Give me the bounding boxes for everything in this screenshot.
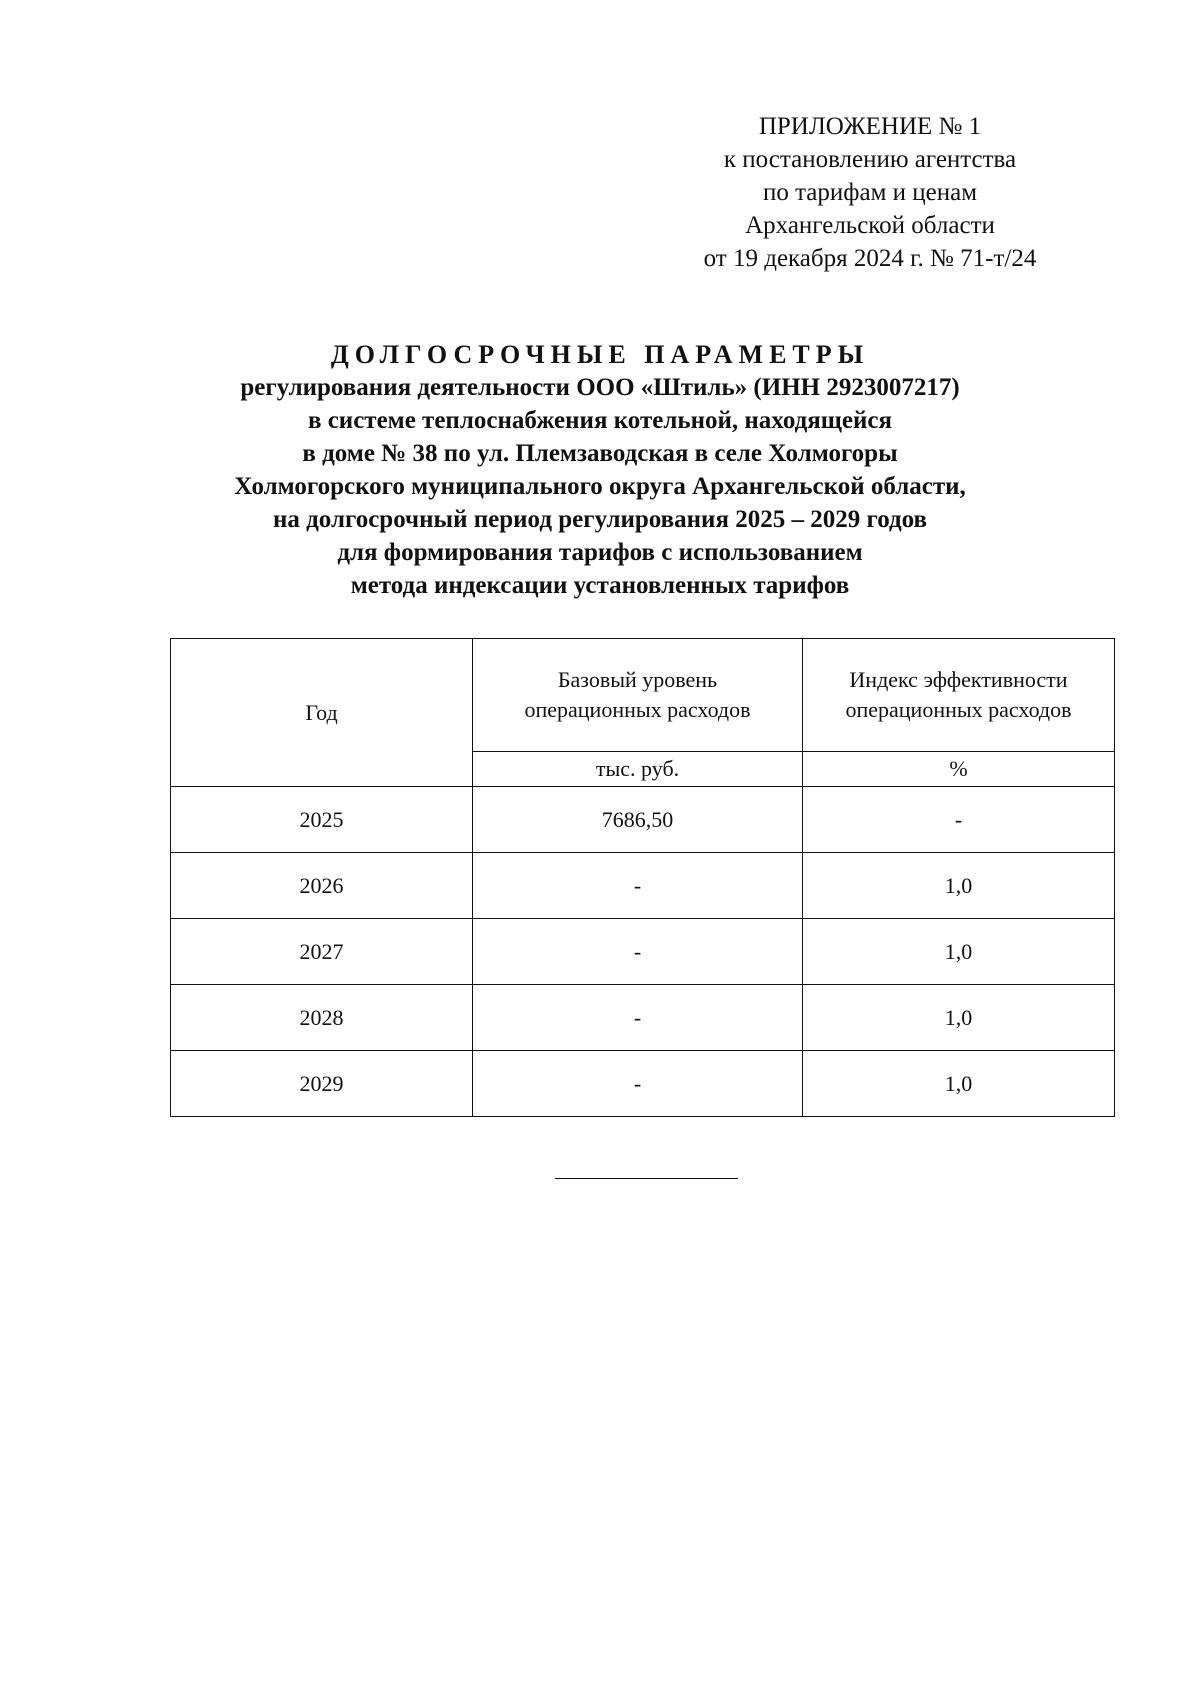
cell-base-level: - bbox=[473, 853, 803, 919]
cell-base-level: - bbox=[473, 1051, 803, 1117]
title-line: регулирования деятельности ООО «Штиль» (ИНН 2923007217) bbox=[240, 374, 960, 401]
cell-base-level: - bbox=[473, 919, 803, 985]
table-row bbox=[171, 1051, 1115, 1117]
title-line: метода индексации установленных тарифов bbox=[350, 572, 850, 599]
cell-year: 2029 bbox=[171, 1051, 473, 1117]
title-line: в доме № 38 по ул. Племзаводская в селе Холмогоры bbox=[302, 440, 898, 467]
unit-base-level: тыс. руб. bbox=[473, 752, 803, 787]
cell-efficiency: 1,0 bbox=[803, 853, 1115, 919]
parameters-table bbox=[170, 638, 1115, 1117]
table-row bbox=[171, 853, 1115, 919]
title-line: в системе теплоснабжения котельной, находящейся bbox=[307, 407, 893, 434]
title-line: для формирования тарифов с использованием bbox=[337, 539, 863, 566]
cell-efficiency: - bbox=[803, 787, 1115, 853]
header-year: Год bbox=[171, 639, 473, 787]
cell-year: 2027 bbox=[171, 919, 473, 985]
header-base-level bbox=[473, 639, 803, 752]
appendix-block bbox=[640, 110, 1100, 275]
appendix-date-line: от 19 декабря 2024 г. № 71-т/24 bbox=[703, 245, 1037, 272]
cell-year: 2025 bbox=[171, 787, 473, 853]
header-base-level-line: Базовый уровень bbox=[557, 667, 718, 692]
header-efficiency-line: Индекс эффективности bbox=[849, 667, 1068, 692]
document-title bbox=[150, 338, 1050, 602]
cell-base-level: 7686,50 bbox=[473, 787, 803, 853]
unit-efficiency: % bbox=[803, 752, 1115, 787]
cell-base-level: - bbox=[473, 985, 803, 1051]
title-line: Холмогорского муниципального округа Архангельской области, bbox=[234, 473, 966, 500]
title-line: на долгосрочный период регулирования 2025 – 2029 годов bbox=[272, 506, 928, 533]
title-heading: ДОЛГОСРОЧНЫЕ ПАРАМЕТРЫ bbox=[330, 340, 870, 369]
table-header-row bbox=[171, 639, 1115, 752]
table-row bbox=[171, 985, 1115, 1051]
cell-efficiency: 1,0 bbox=[803, 919, 1115, 985]
cell-year: 2026 bbox=[171, 853, 473, 919]
header-efficiency-index bbox=[803, 639, 1115, 752]
appendix-ref-line: по тарифам и ценам bbox=[762, 179, 978, 206]
end-divider-line bbox=[555, 1178, 738, 1179]
appendix-ref-line: к постановлению агентства bbox=[723, 146, 1017, 173]
cell-year: 2028 bbox=[171, 985, 473, 1051]
appendix-ref-line: Архангельской области bbox=[745, 212, 995, 239]
header-efficiency-line: операционных расходов bbox=[845, 697, 1072, 722]
cell-efficiency: 1,0 bbox=[803, 985, 1115, 1051]
header-base-level-line: операционных расходов bbox=[524, 697, 751, 722]
table-row bbox=[171, 787, 1115, 853]
table-row bbox=[171, 919, 1115, 985]
appendix-number: ПРИЛОЖЕНИЕ № 1 bbox=[758, 113, 982, 140]
cell-efficiency: 1,0 bbox=[803, 1051, 1115, 1117]
